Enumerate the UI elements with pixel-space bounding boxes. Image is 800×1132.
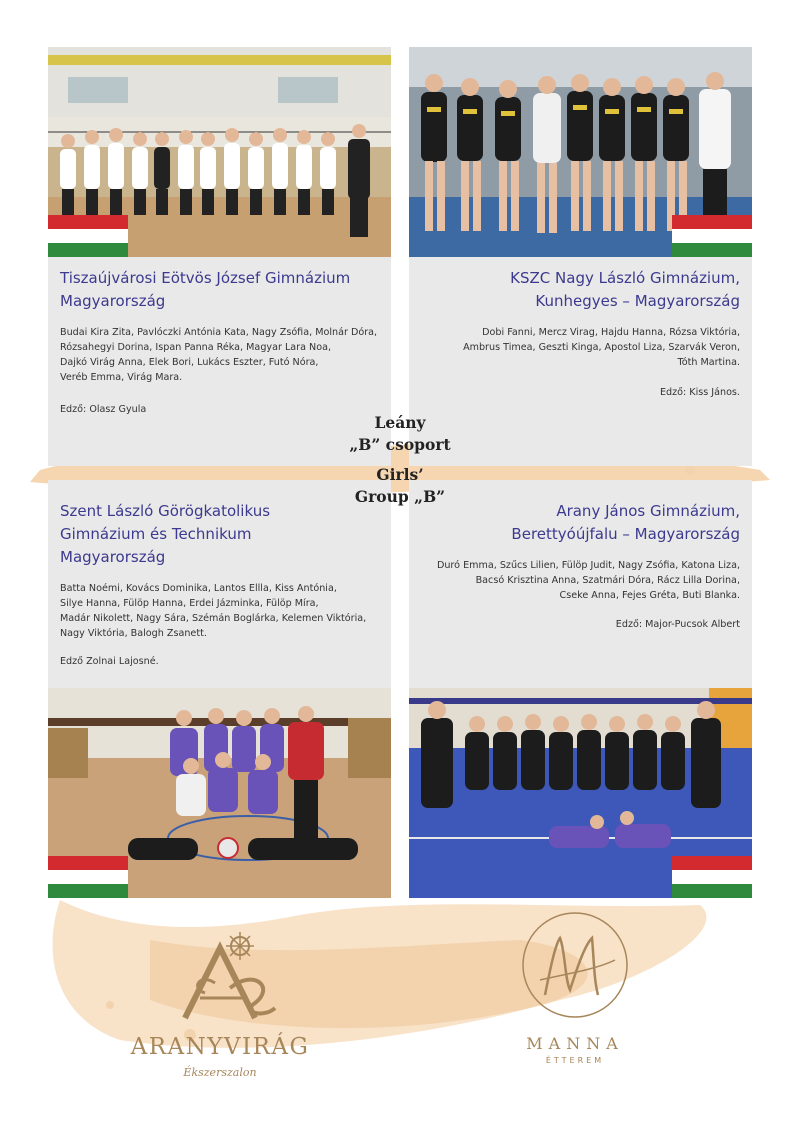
team-title: Arany János Gimnázium, Berettyóújfalu – Magyarország — [511, 502, 740, 543]
hungarian-flag-icon — [672, 215, 752, 257]
group-label-en-line1: Girls’ — [376, 465, 424, 484]
team-coach: Edző: Kiss János. — [659, 387, 740, 398]
team-roster: Dobi Fanni, Mercz Virag, Hajdu Hanna, Rózsa Viktória, Ambrus Timea, Geszti Kinga, Apostol Liza, Szarvák Veron, Tóth Martina. — [463, 327, 740, 368]
team-card-szent-laszlo — [48, 480, 391, 898]
team-roster: Batta Noémi, Kovács Dominika, Lantos Ellla, Kiss Antónia, Silye Hanna, Fülöp Hanna, Erdei Jázminka, Fülöp Míra, Madár Nikolett, Nagy Sára, Szémán Boglárka, Kelemen Viktória, Nagy Viktória, Balogh Zsanett. — [60, 583, 367, 639]
group-label-hu-line2: „B” csoport — [349, 435, 451, 454]
sponsor-logo-aranyvirag — [115, 928, 325, 1088]
manna-name: MANNA — [526, 1034, 624, 1053]
sponsor-logo-manna — [500, 910, 650, 1070]
group-label-hu-line1: Leány — [374, 413, 426, 432]
team-coach: Edző: Major-Pucsok Albert — [615, 619, 740, 630]
team-roster: Duró Emma, Szűcs Lilien, Fülöp Judit, Nagy Zsófia, Katona Liza, Bacsó Krisztina Anna, Szatmári Dóra, Rácz Lilla Dorina, Cseke Anna, Fejes Gréta, Buti Blanka. — [436, 560, 740, 601]
aranyvirag-emblem-icon — [115, 928, 325, 1028]
team-title: Szent László Görögkatolikus Gimnázium és Technikum Magyarország — [60, 502, 271, 566]
team-title: Tiszaújvárosi Eötvös József Gimnázium Magyarország — [60, 269, 351, 310]
team-coach: Edző Zolnai Lajosné. — [60, 656, 159, 667]
hungarian-flag-icon — [48, 215, 128, 257]
team-title: KSZC Nagy László Gimnázium, Kunhegyes – Magyarország — [510, 269, 740, 310]
hungarian-flag-icon — [672, 856, 752, 898]
team-card-berettyoujfalu — [409, 480, 752, 898]
group-label — [340, 412, 460, 508]
hungarian-flag-icon — [48, 856, 128, 898]
aranyvirag-subtitle: Ékszerszalon — [183, 1066, 257, 1079]
manna-subtitle: ÉTTEREM — [545, 1056, 605, 1065]
team-roster: Budai Kira Zita, Pavlóczki Antónia Kata, Nagy Zsófia, Molnár Dóra, Rózsahegyi Dorina, Ispan Panna Réka, Magyar Lara Noa, Dajkó Virág Anna, Elek Bori, Lukács Eszter, Futó Nóra, Veréb Emma, Virág Mara. — [60, 327, 378, 383]
team-coach: Edző: Olasz Gyula — [60, 404, 147, 415]
group-label-en-line2: Group „B” — [354, 487, 446, 506]
team-card-tiszaujvaros — [48, 47, 391, 466]
manna-emblem-icon — [500, 910, 650, 1020]
team-card-kunhegyes — [409, 47, 752, 466]
aranyvirag-name: ARANYVIRÁG — [130, 1034, 310, 1060]
